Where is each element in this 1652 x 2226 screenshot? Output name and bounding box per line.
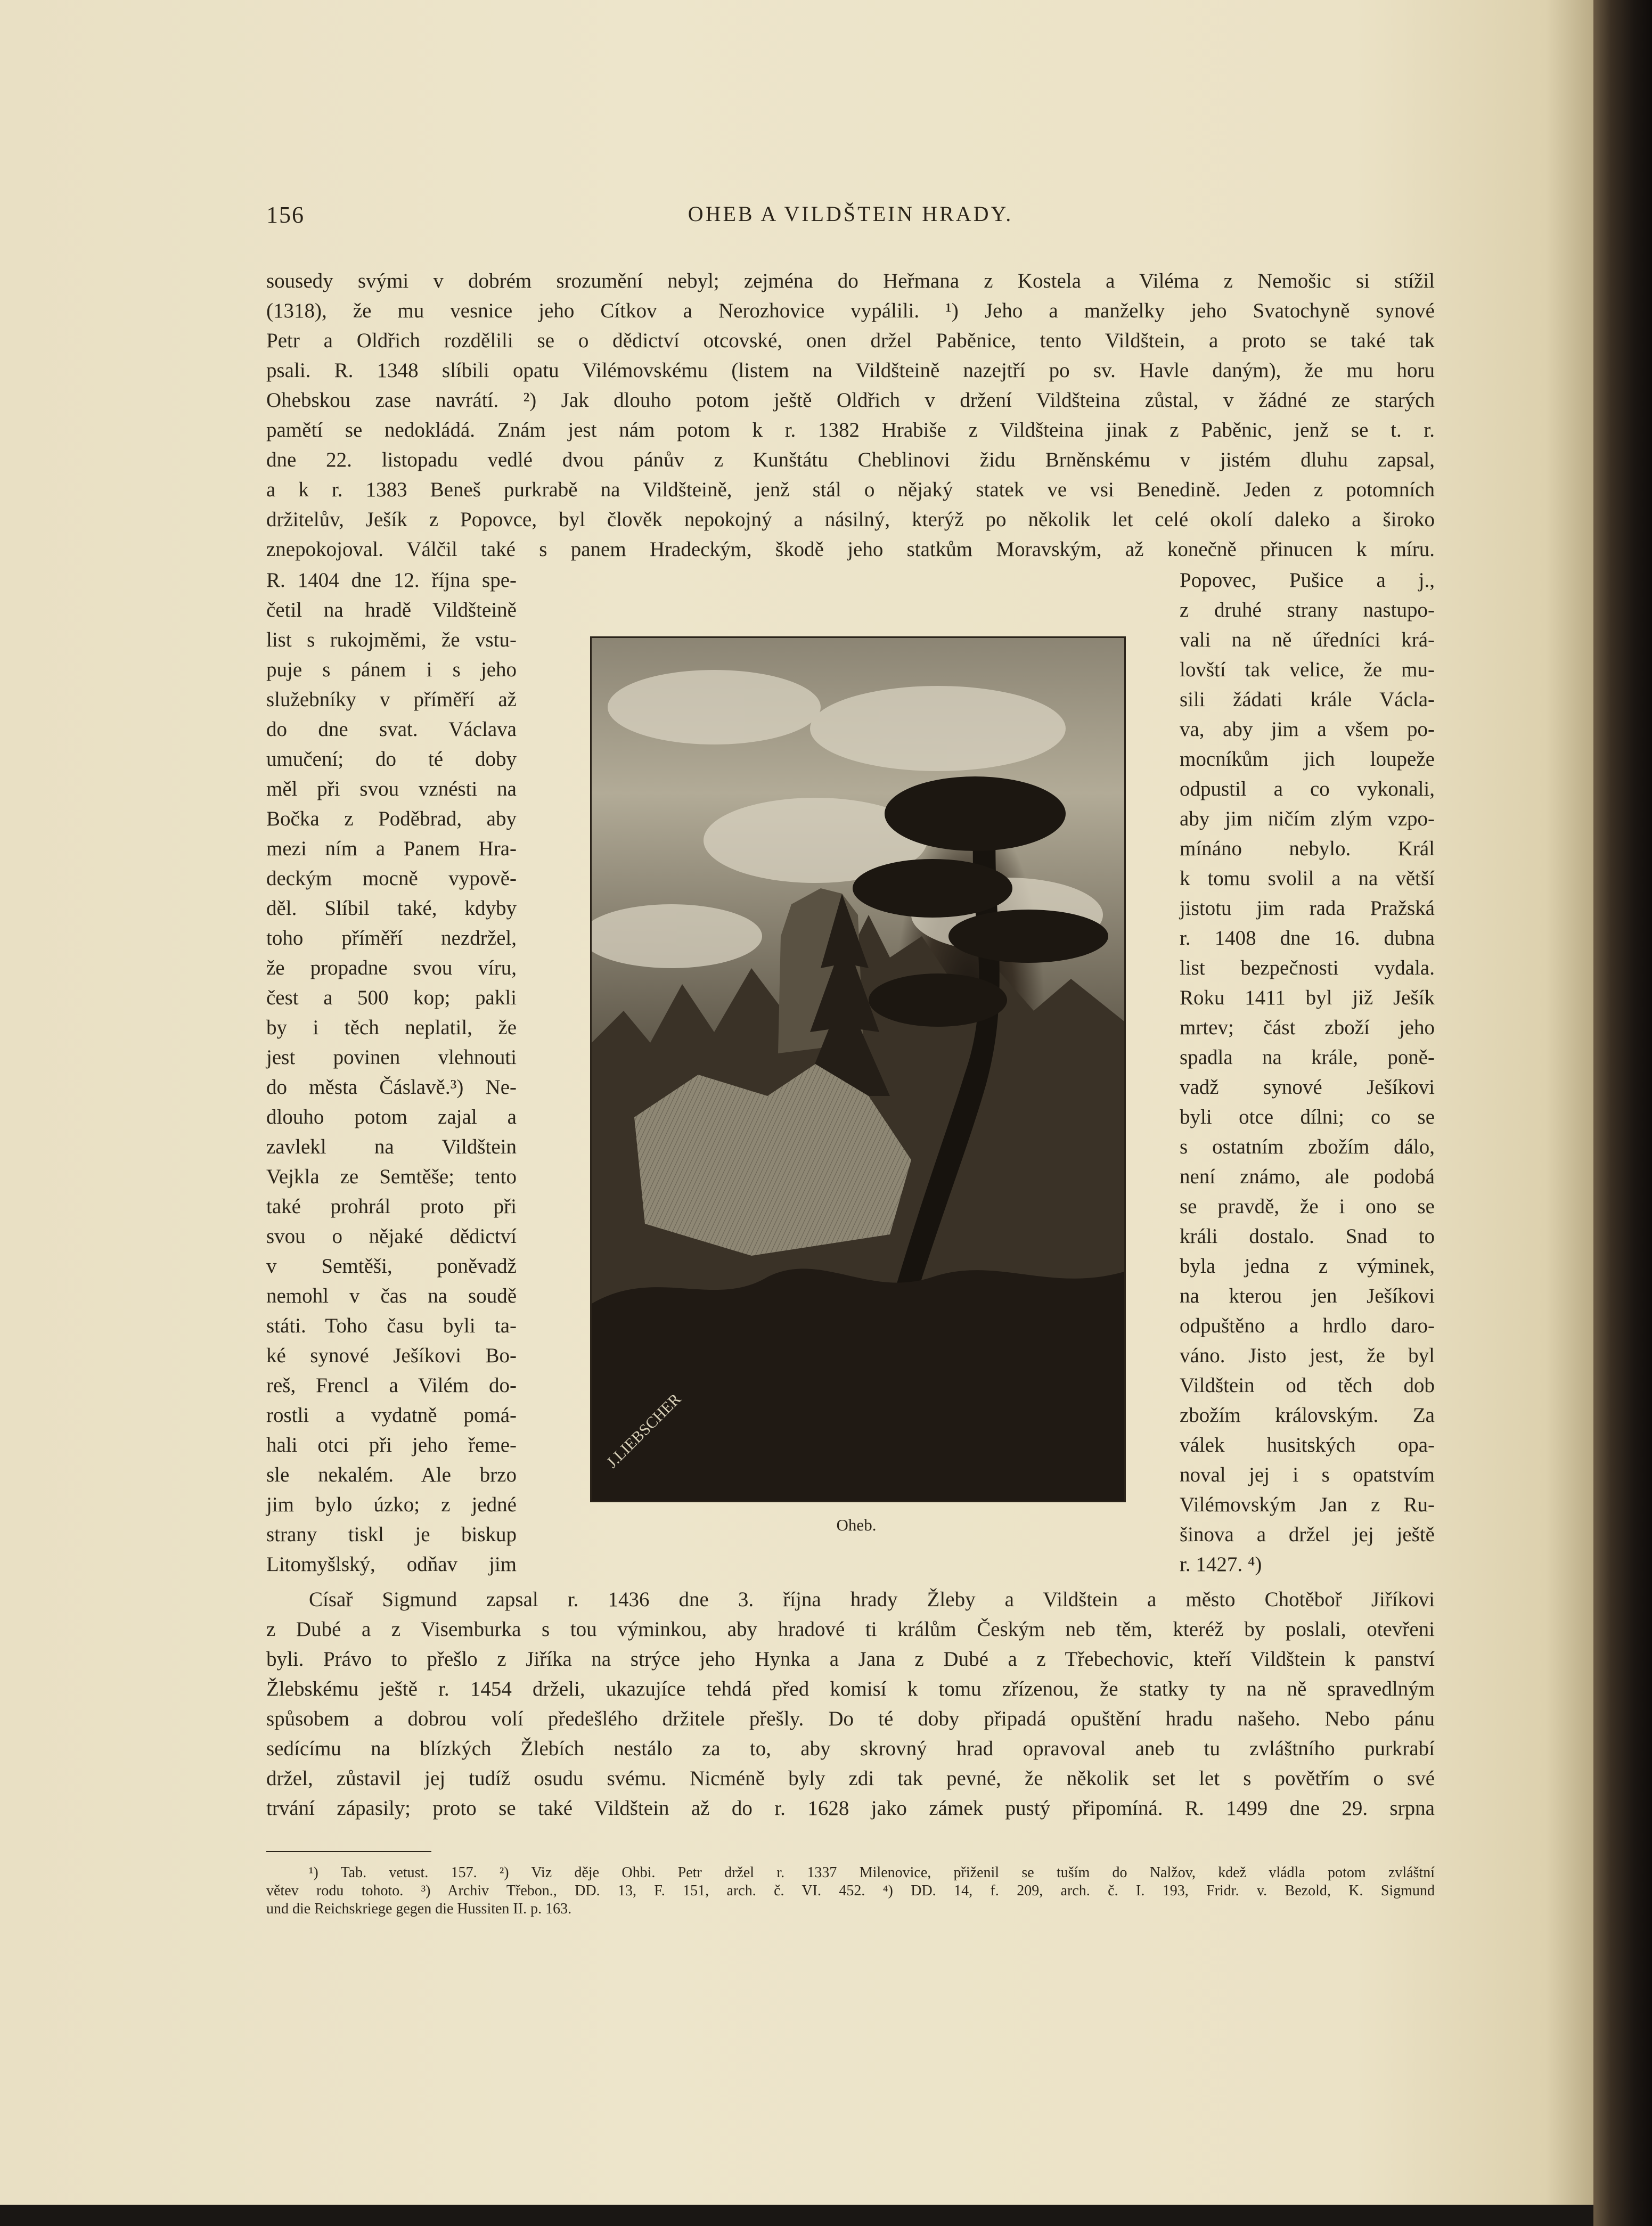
right-column-line: odpustil a co vykonali, — [1180, 778, 1435, 800]
right-column-line: lovští tak velice, že mu- — [1180, 658, 1435, 681]
left-column-line: čest a 500 kop; pakli — [266, 986, 517, 1009]
text-line: trvání zápasily; proto se také Vildštein až do r. 1628 jako zámek pustý připomíná. R. 1499 dne 29. srpna — [266, 1797, 1435, 1820]
left-column-line: R. 1404 dne 12. října spe- — [266, 569, 517, 592]
right-column-line: šinova a držel jej ještě — [1180, 1523, 1435, 1546]
right-column-line: odpuštěno a hrdlo daro- — [1180, 1314, 1435, 1337]
right-column-line: se pravdě, že i ono se — [1180, 1195, 1435, 1218]
right-column-line: Popovec, Pušice a j., — [1180, 569, 1435, 592]
right-column-line: byli otce dílni; co se — [1180, 1106, 1435, 1128]
engraver-signature: J.LIEBSCHER — [603, 1390, 685, 1471]
right-column-line: z druhé strany nastupo- — [1180, 599, 1435, 621]
right-column-line: Vilémovským Jan z Ru- — [1180, 1493, 1435, 1516]
left-column-line: list s rukojměmi, že vstu- — [266, 628, 517, 651]
left-column-line: rostli a vydatně pomá- — [266, 1404, 517, 1427]
text-line: Císař Sigmund zapsal r. 1436 dne 3. října hrady Žleby a Vildštein a město Chotěboř Jiříkovi — [309, 1588, 1435, 1611]
text-line: Žlebskému ještě r. 1454 drželi, ukazujíce tehdá před komisí k tomu zřízenou, že statky ty na ně spravedlným — [266, 1677, 1435, 1700]
right-column-line: aby jim ničím zlým vzpo- — [1180, 807, 1435, 830]
footnote-divider — [266, 1851, 431, 1852]
running-head — [266, 201, 1435, 233]
page-number: 156 — [266, 202, 305, 228]
text-line: držel, zůstavil jej tudíž osudu svému. Nicméně byly zdi tak pevné, že několik set let s povětřím o své — [266, 1767, 1435, 1790]
figure-caption: Oheb. — [836, 1516, 877, 1534]
text-line: držitelův, Ješík z Popovce, byl člověk nepokojný a násilný, kterýž po několik let celé okolí daleko a široko — [266, 508, 1435, 531]
text-line: dne 22. listopadu vedlé dvou pánův z Kunštátu Cheblinovi židu Brněnskému v jistém dluhu zapsal, — [266, 448, 1435, 471]
left-column-line: hali otci při jeho řeme- — [266, 1434, 517, 1456]
right-column-line: váno. Jisto jest, že byl — [1180, 1344, 1435, 1367]
engraving-illustration — [590, 636, 1126, 1502]
page-edge-shadow — [0, 2205, 1593, 2226]
footnote-line: větev rodu tohoto. ³) Archiv Třebon., DD. 13, F. 151, arch. č. VI. 452. ⁴) DD. 14, f. 209, arch. č. I. 193, Fridr. v. Bezold, K. Sigmund — [266, 1883, 1435, 1899]
text-line: Petr a Oldřich rozdělili se o dědictví otcovské, onen držel Paběnice, tento Vildštein, a proto se také tak — [266, 329, 1435, 352]
left-column-line: četil na hradě Vildšteině — [266, 599, 517, 621]
left-column-line: do města Čáslavě.³) Ne- — [266, 1076, 517, 1099]
left-column-line: v Semtěši, poněvadž — [266, 1255, 517, 1278]
text-line: a k r. 1383 Beneš purkrabě na Vildšteině, jenž stál o nějaký statek ve vsi Benedině. Jeden z potomních — [266, 478, 1435, 501]
left-column-line: jim bylo úzko; z jedné — [266, 1493, 517, 1516]
text-line: pamětí se nedokládá. Znám jest nám potom k r. 1382 Hrabiše z Vildšteina jinak z Paběnic, jenž se t. r. — [266, 419, 1435, 441]
left-column-line: Litomyšlský, odňav jim — [266, 1553, 517, 1576]
left-column-line: deckým mocně vypově- — [266, 867, 517, 890]
right-column-line: vadž synové Ješíkovi — [1180, 1076, 1435, 1099]
right-column-line: vali na ně úředníci krá- — [1180, 628, 1435, 651]
left-column-line: zavlekl na Vildštein — [266, 1135, 517, 1158]
left-column-line: Vejkla ze Semtěše; tento — [266, 1165, 517, 1188]
right-column-line: noval jej i s opatstvím — [1180, 1463, 1435, 1486]
footnote-line: ¹) Tab. vetust. 157. ²) Viz děje Ohbi. Petr držel r. 1337 Milenovice, přiženil se tuším do Nalžov, kdež vládla potom zvláštní — [309, 1864, 1435, 1881]
left-column-line: sle nekalém. Ale brzo — [266, 1463, 517, 1486]
right-column-line: r. 1408 dne 16. dubna — [1180, 927, 1435, 950]
left-column-line: měl při svou vznésti na — [266, 778, 517, 800]
left-column-line: státi. Toho času byli ta- — [266, 1314, 517, 1337]
left-column-line: strany tiskl je biskup — [266, 1523, 517, 1546]
left-column-line: puje s pánem i s jeho — [266, 658, 517, 681]
right-column-line: mocníkům jich loupeže — [1180, 748, 1435, 771]
left-column-line: ké synové Ješíkovi Bo- — [266, 1344, 517, 1367]
right-column-line: k tomu svolil a na větší — [1180, 867, 1435, 890]
left-column-line: Bočka z Poděbrad, aby — [266, 807, 517, 830]
right-column-line: Roku 1411 byl již Ješík — [1180, 986, 1435, 1009]
right-column-line: válek husitských opa- — [1180, 1434, 1435, 1456]
left-column-line: umučení; do té doby — [266, 748, 517, 771]
right-column-line: list bezpečnosti vydala. — [1180, 956, 1435, 979]
left-column-line: jest povinen vlehnouti — [266, 1046, 517, 1069]
left-column-line: také prohrál proto při — [266, 1195, 517, 1218]
right-column-line: mínáno nebylo. Král — [1180, 837, 1435, 860]
text-line: sedícímu na blízkých Žlebích nestálo za to, aby skrovný hrad opravoval aneb tu zvláštního purkrabí — [266, 1737, 1435, 1760]
left-column-line: svou o nějaké dědictví — [266, 1225, 517, 1248]
text-line: Ohebskou zase navrátí. ²) Jak dlouho potom ještě Oldřich v držení Vildšteina zůstal, v žádné ze starých — [266, 389, 1435, 412]
left-column-line: reš, Frencl a Vilém do- — [266, 1374, 517, 1397]
right-column-line: va, aby jim a všem po- — [1180, 718, 1435, 741]
right-column-line: Vildštein od těch dob — [1180, 1374, 1435, 1397]
left-column-line: že propadne svou víru, — [266, 956, 517, 979]
right-column-line: jistotu jim rada Pražská — [1180, 897, 1435, 920]
left-column-line: nemohl v čas na soudě — [266, 1284, 517, 1307]
page-title: OHEB A VILDŠTEIN HRADY. — [688, 202, 1013, 226]
right-column-line: není známo, ale podobá — [1180, 1165, 1435, 1188]
book-spine — [1593, 0, 1652, 2226]
right-column-line: zbožím královským. Za — [1180, 1404, 1435, 1427]
text-line: z Dubé a z Visemburka s tou výminkou, aby hradové ti králům Českým neb těm, kteréž by poslali, otevřeni — [266, 1618, 1435, 1641]
right-column-line: byla jedna z výminek, — [1180, 1255, 1435, 1278]
text-line: znepokojoval. Válčil také s panem Hradeckým, škodě jeho statkům Moravským, až konečně přinucen k míru. — [266, 538, 1435, 561]
right-column-line: sili žádati krále Václa- — [1180, 688, 1435, 711]
text-line: (1318), že mu vesnice jeho Cítkov a Nerozhovice vypálili. ¹) Jeho a manželky jeho Svatochyně synové — [266, 299, 1435, 322]
text-line: sousedy svými v dobrém srozumění nebyl; zejména do Heřmana z Kostela a Viléma z Nemošic si stížil — [266, 269, 1435, 292]
footnote-line: und die Reichskriege gegen die Hussiten II. p. 163. — [266, 1901, 572, 1917]
text-line: spůsobem a dobrou volí předešlého držitele přešly. Do té doby připadá opuštění hradu našeho. Nebo pánu — [266, 1707, 1435, 1730]
right-column-line: na kterou jen Ješíkovi — [1180, 1284, 1435, 1307]
text-line: byli. Právo to přešlo z Jiříka na strýce jeho Hynka a Jana z Dubé a z Třebechovic, kteří Vildštein k panství — [266, 1648, 1435, 1671]
left-column-line: mezi ním a Panem Hra- — [266, 837, 517, 860]
left-column-line: dlouho potom zajal a — [266, 1106, 517, 1128]
left-column-line: děl. Slíbil také, kdyby — [266, 897, 517, 920]
right-column-line: králi dostalo. Snad to — [1180, 1225, 1435, 1248]
left-column-line: toho příměří nezdržel, — [266, 927, 517, 950]
right-column-line: spadla na krále, poně- — [1180, 1046, 1435, 1069]
engraving-artwork — [592, 638, 1124, 1501]
right-column-line: mrtev; část zboží jeho — [1180, 1016, 1435, 1039]
left-column-line: do dne svat. Václava — [266, 718, 517, 741]
text-line: psali. R. 1348 slíbili opatu Vilémovskému (listem na Vildšteině nazejtří po sv. Havle daným), že mu horu — [266, 359, 1435, 382]
right-column-line: s ostatním zbožím dálo, — [1180, 1135, 1435, 1158]
left-column-line: služebníky v příměří až — [266, 688, 517, 711]
right-column-line: r. 1427. ⁴) — [1180, 1553, 1262, 1576]
left-column-line: by i těch neplatil, že — [266, 1016, 517, 1039]
